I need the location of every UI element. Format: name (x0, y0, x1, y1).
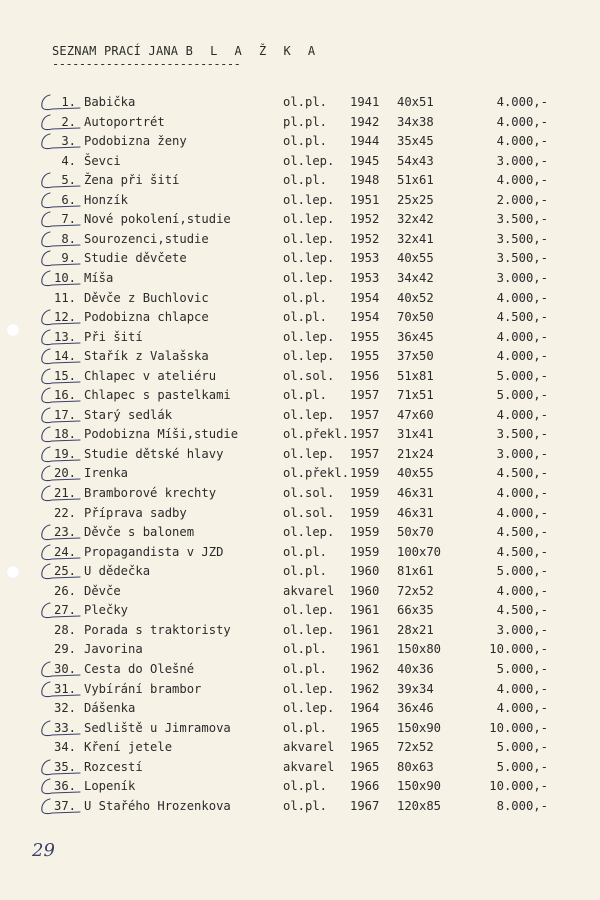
item-size: 28x21 (397, 622, 434, 637)
item-technique: ol.lep. (283, 407, 335, 422)
item-year: 1944 (350, 134, 380, 149)
item-technique: ol.lep. (283, 329, 335, 344)
item-price: 4.500,- (496, 544, 548, 559)
item-number: 35. (53, 759, 76, 774)
item-size: 21x24 (397, 446, 434, 461)
item-size: 51x81 (397, 368, 434, 383)
item-price: 5.000,- (496, 564, 548, 579)
list-item (0, 230, 600, 249)
item-number: 31. (53, 681, 76, 696)
item-technique: ol.lep. (283, 251, 335, 266)
item-number: 28. (53, 622, 76, 637)
item-title: Příprava sadby (84, 505, 187, 520)
item-number: 13. (53, 329, 76, 344)
list-item (0, 132, 600, 151)
item-price: 3.500,- (496, 251, 548, 266)
item-size: 81x61 (397, 564, 434, 579)
item-technique: ol.pl. (283, 290, 328, 305)
item-size: 46x31 (397, 505, 434, 520)
item-number: 2. (61, 114, 76, 129)
list-item (0, 308, 600, 327)
item-size: 72x52 (397, 583, 434, 598)
item-number: 23. (53, 525, 76, 540)
list-item (0, 640, 600, 659)
item-title: Studie dětské hlavy (84, 446, 224, 461)
item-year: 1961 (350, 603, 380, 618)
item-year: 1957 (350, 427, 380, 442)
item-year: 1945 (350, 153, 380, 168)
list-item (0, 699, 600, 718)
item-year: 1959 (350, 544, 380, 559)
item-year: 1952 (350, 231, 380, 246)
item-price: 4.000,- (496, 701, 548, 716)
item-price: 5.000,- (496, 740, 548, 755)
item-title: Podobizna chlapce (84, 310, 209, 325)
item-technique: ol.pl. (283, 388, 328, 403)
item-number: 15. (53, 368, 76, 383)
item-title: Honzík (84, 192, 129, 207)
item-year: 1955 (350, 349, 380, 364)
item-technique: ol.lep. (283, 212, 335, 227)
list-item (0, 719, 600, 738)
item-year: 1954 (350, 310, 380, 325)
item-size: 35x45 (397, 134, 434, 149)
item-size: 32x42 (397, 212, 434, 227)
item-price: 10.000,- (489, 779, 548, 794)
item-price: 10.000,- (489, 720, 548, 735)
item-year: 1957 (350, 388, 380, 403)
item-price: 4.500,- (496, 310, 548, 325)
list-item (0, 601, 600, 620)
item-price: 4.000,- (496, 329, 548, 344)
item-year: 1955 (350, 329, 380, 344)
item-price: 8.000,- (496, 798, 548, 813)
item-year: 1959 (350, 505, 380, 520)
title-surname: B L A Ž K A (185, 44, 321, 58)
item-number: 29. (53, 642, 76, 657)
item-technique: ol.pl. (283, 720, 328, 735)
item-price: 3.000,- (496, 270, 548, 285)
item-title: Bramborové krechty (84, 486, 217, 500)
item-size: 54x43 (397, 153, 434, 168)
list-item (0, 152, 600, 171)
item-title: Podobizna Míši,studie (84, 427, 239, 442)
item-number: 33. (53, 720, 76, 735)
item-year: 1960 (350, 583, 380, 598)
item-title: Děvče z Buchlovic (84, 290, 209, 305)
item-technique: ol.lep. (283, 231, 335, 246)
item-price: 4.000,- (496, 173, 548, 188)
item-size: 100x70 (397, 544, 442, 559)
item-title: Javorina (84, 642, 143, 657)
item-number: 27. (53, 603, 76, 618)
item-title: Děvče s balonem (84, 525, 195, 540)
item-price: 4.500,- (496, 466, 548, 481)
list-item (0, 523, 600, 542)
item-technique: ol.pl. (283, 798, 328, 813)
list-item (0, 171, 600, 190)
item-year: 1953 (350, 270, 380, 285)
item-size: 36x46 (397, 701, 434, 716)
item-year: 1959 (350, 466, 380, 481)
item-title: Propagandista v JZD (84, 544, 224, 559)
item-year: 1953 (350, 251, 380, 266)
item-size: 47x60 (397, 407, 434, 422)
item-technique: ol.pl. (283, 779, 328, 794)
item-technique: ol.pl. (283, 661, 328, 676)
item-price: 4.000,- (496, 486, 548, 500)
item-title: Míša (84, 270, 114, 285)
item-title: Starý sedlák (84, 407, 173, 422)
item-size: 51x61 (397, 173, 434, 188)
list-item (0, 582, 600, 601)
item-technique: ol.pl. (283, 95, 328, 109)
item-title: Chlapec v ateliéru (84, 368, 217, 383)
item-title: Chlapec s pastelkami (84, 388, 231, 403)
item-technique: akvarel (283, 740, 335, 755)
item-title: Vybírání brambor (84, 681, 202, 696)
item-technique: ol.sol. (283, 368, 335, 383)
item-technique: ol.lep. (283, 525, 335, 540)
list-item (0, 289, 600, 308)
item-technique: ol.sol. (283, 505, 335, 520)
list-item (0, 738, 600, 757)
item-number: 22. (53, 505, 76, 520)
item-title: Studie děvčete (84, 251, 187, 266)
list-item (0, 777, 600, 796)
list-item (0, 406, 600, 425)
item-size: 150x90 (397, 779, 442, 794)
list-item (0, 797, 600, 816)
item-number: 37. (53, 798, 76, 813)
item-size: 80x63 (397, 759, 434, 774)
item-title: Sedliště u Jimramova (84, 720, 231, 735)
item-title: Kření jetele (84, 740, 173, 755)
item-number: 3. (61, 134, 76, 149)
item-year: 1964 (350, 701, 380, 716)
item-size: 40x52 (397, 290, 434, 305)
list-item (0, 562, 600, 581)
item-technique: akvarel (283, 759, 335, 774)
list-item (0, 367, 600, 386)
item-number: 16. (53, 388, 76, 403)
item-year: 1965 (350, 720, 380, 735)
item-price: 3.500,- (496, 427, 548, 442)
item-title: Ševci (84, 153, 121, 168)
item-price: 3.000,- (496, 446, 548, 461)
item-number: 1. (61, 95, 76, 109)
item-title: U dědečka (84, 564, 151, 579)
item-year: 1948 (350, 173, 380, 188)
item-number: 4. (61, 153, 76, 168)
item-number: 14. (53, 349, 76, 364)
item-price: 3.000,- (496, 153, 548, 168)
item-size: 25x25 (397, 192, 434, 207)
item-year: 1942 (350, 114, 380, 129)
item-number: 26. (53, 583, 76, 598)
item-price: 5.000,- (496, 368, 548, 383)
list-item (0, 758, 600, 777)
item-size: 37x50 (397, 349, 434, 364)
item-title: Žena při šití (84, 173, 180, 188)
item-technique: ol.lep. (283, 349, 335, 364)
handwritten-page-number: 29 (32, 840, 55, 861)
item-price: 4.000,- (496, 349, 548, 364)
list-item (0, 249, 600, 268)
list-item (0, 680, 600, 699)
item-technique: ol.lep. (283, 701, 335, 716)
item-title: Nové pokolení,studie (84, 212, 231, 227)
item-technique: pl.pl. (283, 114, 328, 129)
item-price: 4.500,- (496, 603, 548, 618)
item-title: Děvče (84, 583, 121, 598)
title-underline: ---------------------------- (52, 57, 241, 71)
item-technique: ol.lep. (283, 681, 335, 696)
item-technique: ol.překl. (283, 466, 350, 481)
list-item (0, 621, 600, 640)
item-size: 40x51 (397, 95, 434, 109)
item-title: Stařík z Valašska (84, 349, 209, 364)
item-size: 36x45 (397, 329, 434, 344)
item-year: 1961 (350, 642, 380, 657)
item-size: 39x34 (397, 681, 434, 696)
item-title: Při šití (84, 329, 143, 344)
item-size: 34x42 (397, 270, 434, 285)
item-technique: ol.lep. (283, 153, 335, 168)
item-year: 1965 (350, 759, 380, 774)
item-year: 1957 (350, 407, 380, 422)
item-number: 20. (53, 466, 76, 481)
item-title: Irenka (84, 466, 129, 481)
item-size: 46x31 (397, 486, 434, 500)
item-title: Babička (84, 95, 136, 109)
item-year: 1965 (350, 740, 380, 755)
item-number: 30. (53, 661, 76, 676)
item-title: U Stařého Hrozenkova (84, 798, 231, 813)
item-size: 32x41 (397, 231, 434, 246)
item-price: 3.500,- (496, 231, 548, 246)
item-size: 72x52 (397, 740, 434, 755)
item-price: 4.000,- (496, 95, 548, 109)
item-technique: ol.sol. (283, 486, 335, 500)
item-year: 1956 (350, 368, 380, 383)
list-item (0, 386, 600, 405)
item-number: 36. (53, 779, 76, 794)
item-title: Autoportrét (84, 114, 165, 129)
list-item (0, 425, 600, 444)
list-item (0, 660, 600, 679)
item-year: 1959 (350, 525, 380, 540)
item-price: 5.000,- (496, 388, 548, 403)
list-item (0, 328, 600, 347)
item-price: 4.000,- (496, 583, 548, 598)
item-year: 1951 (350, 192, 380, 207)
item-technique: akvarel (283, 583, 335, 598)
item-year: 1966 (350, 779, 380, 794)
item-year: 1962 (350, 681, 380, 696)
item-technique: ol.pl. (283, 564, 328, 579)
item-technique: ol.pl. (283, 642, 328, 657)
item-technique: ol.lep. (283, 622, 335, 637)
item-year: 1960 (350, 564, 380, 579)
item-size: 50x70 (397, 525, 434, 540)
item-size: 34x38 (397, 114, 434, 129)
item-year: 1957 (350, 446, 380, 461)
item-year: 1967 (350, 798, 380, 813)
item-number: 6. (61, 192, 76, 207)
item-price: 4.000,- (496, 505, 548, 520)
list-item (0, 484, 600, 503)
list-item (0, 504, 600, 523)
item-size: 150x90 (397, 720, 442, 735)
item-year: 1952 (350, 212, 380, 227)
item-size: 120x85 (397, 798, 442, 813)
list-item (0, 464, 600, 483)
item-number: 11. (53, 290, 76, 305)
item-price: 5.000,- (496, 759, 548, 774)
item-number: 34. (53, 740, 76, 755)
item-price: 5.000,- (496, 661, 548, 676)
item-size: 70x50 (397, 310, 434, 325)
item-price: 4.000,- (496, 290, 548, 305)
list-item (0, 445, 600, 464)
item-price: 3.500,- (496, 212, 548, 227)
item-number: 12. (53, 310, 76, 325)
item-size: 31x41 (397, 427, 434, 442)
item-number: 19. (53, 446, 76, 461)
item-price: 4.000,- (496, 407, 548, 422)
item-number: 10. (53, 270, 76, 285)
list-item (0, 543, 600, 562)
document-title (52, 44, 320, 58)
item-size: 40x55 (397, 466, 434, 481)
list-item (0, 113, 600, 132)
item-price: 4.000,- (496, 681, 548, 696)
item-number: 21. (53, 486, 76, 500)
list-item (0, 210, 600, 229)
item-price: 3.000,- (496, 622, 548, 637)
list-item (0, 269, 600, 288)
item-price: 4.000,- (496, 114, 548, 129)
list-item (0, 347, 600, 366)
item-number: 7. (61, 212, 76, 227)
item-year: 1962 (350, 661, 380, 676)
item-number: 17. (53, 407, 76, 422)
item-technique: ol.lep. (283, 446, 335, 461)
item-number: 9. (61, 251, 76, 266)
item-size: 66x35 (397, 603, 434, 618)
item-price: 4.500,- (496, 525, 548, 540)
item-number: 25. (53, 564, 76, 579)
item-technique: ol.pl. (283, 134, 328, 149)
item-size: 150x80 (397, 642, 442, 657)
item-technique: ol.pl. (283, 173, 328, 188)
item-technique: ol.překl. (283, 427, 350, 442)
item-number: 32. (53, 701, 76, 716)
item-year: 1959 (350, 486, 380, 500)
item-price: 4.000,- (496, 134, 548, 149)
list-item (0, 93, 600, 112)
item-price: 2.000,- (496, 192, 548, 207)
list-item (0, 191, 600, 210)
item-number: 24. (53, 544, 76, 559)
item-year: 1961 (350, 622, 380, 637)
item-technique: ol.pl. (283, 310, 328, 325)
item-technique: ol.pl. (283, 544, 328, 559)
item-size: 40x55 (397, 251, 434, 266)
item-size: 71x51 (397, 388, 434, 403)
item-size: 40x36 (397, 661, 434, 676)
item-technique: ol.lep. (283, 192, 335, 207)
item-title: Plečky (84, 603, 129, 618)
item-technique: ol.lep. (283, 603, 335, 618)
item-year: 1941 (350, 95, 380, 109)
item-title: Sourozenci,studie (84, 231, 209, 246)
item-number: 18. (53, 427, 76, 442)
item-price: 10.000,- (489, 642, 548, 657)
item-title: Podobizna ženy (84, 134, 187, 149)
item-title: Porada s traktoristy (84, 622, 231, 637)
item-number: 5. (61, 173, 76, 188)
item-year: 1954 (350, 290, 380, 305)
item-number: 8. (61, 231, 76, 246)
item-technique: ol.lep. (283, 270, 335, 285)
item-title: Cesta do Olešné (84, 661, 195, 676)
title-text: SEZNAM PRACÍ JANA (52, 44, 179, 58)
item-title: Dášenka (84, 701, 136, 716)
item-title: Rozcestí (84, 759, 143, 774)
item-title: Lopeník (84, 779, 136, 794)
